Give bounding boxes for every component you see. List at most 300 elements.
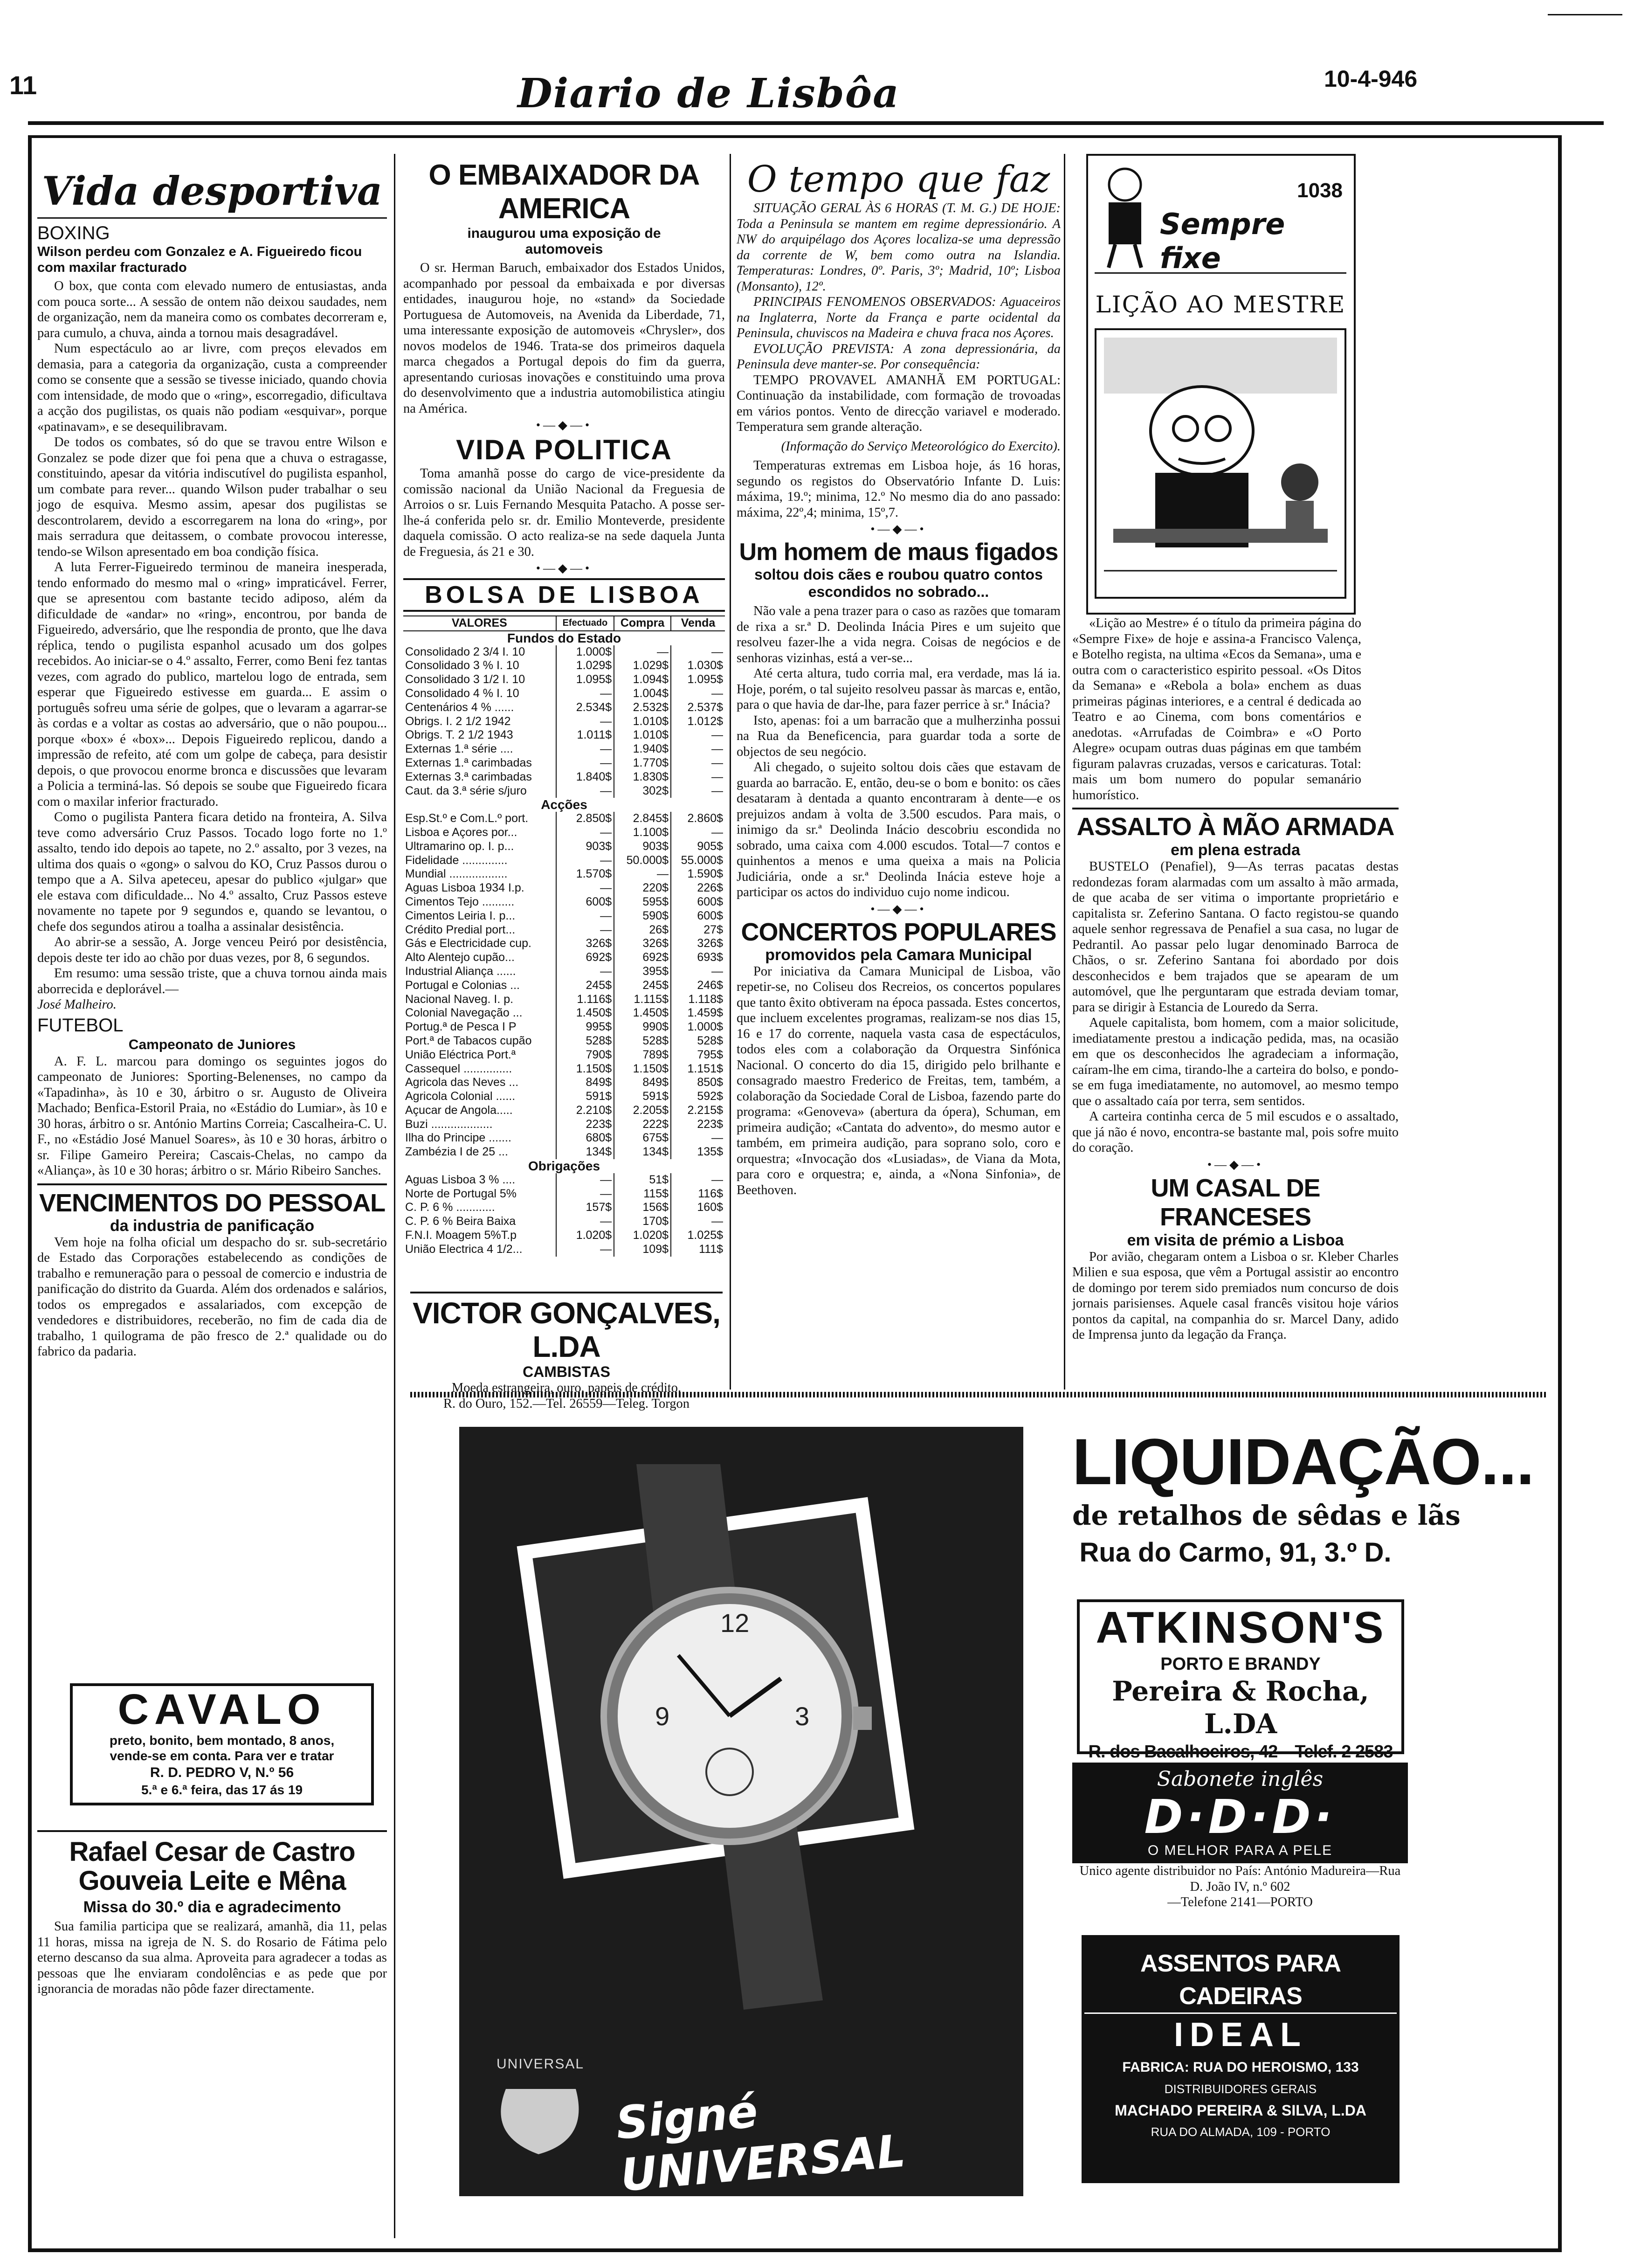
bolsa-price: 528$ <box>556 1034 614 1048</box>
bolsa-price: 693$ <box>671 951 725 965</box>
figados-headline: Um homem de maus figados <box>739 539 1058 566</box>
bolsa-price: — <box>556 715 614 729</box>
bolsa-security-name: Portugal e Colonias ... <box>405 978 520 992</box>
bolsa-price: — <box>614 867 671 881</box>
bolsa-security-name: Consolidado 3 % I. 10 <box>405 659 519 672</box>
bolsa-security-name: C. P. 6 % ............ <box>405 1201 495 1214</box>
bolsa-price: 1.150$ <box>614 1062 671 1076</box>
bolsa-row <box>403 756 725 770</box>
bolsa-row <box>403 687 725 701</box>
bolsa-price: 795$ <box>671 1048 725 1062</box>
assalto-paragraph: Aquele capitalista, bom homem, com a maior solicitude, imediatamente prestou a indicação pedida, mas, na ocasião em que os desconhecidos lhe agradeciam a informação, caíram-lhe em cima, tirando-lhe a carteira do bolso, e pondo-se em fuga imediatamente, no automovel, ao mesmo tempo que o assaltado caía por terra, sem sentidos. <box>1072 1016 1399 1108</box>
bolsa-row <box>403 1118 725 1132</box>
futebol-paragraph: A. F. L. marcou para domingo os seguintes jogos do campeonato de Juniores: Sporting-Belenenses, no campo da «Tapadinha», às 10 e 30, árbitro o sr. Augusto de Oliveira Machado; Benfica-Estoril Praia, no «Estádio do Lumiar», às 10 e 30 horas, árbitro o sr. António Martins Correia; Cascalheira-C. U. F., no «Estádio José Manuel Soares», às 10 e 30 horas, árbitro o sr. Filipe Gameiro Pereira; Cascais-Chelas, no campo da «Aliança», às 10 e 30 horas; árbitro o sr. Mário Ribeiro Sanches. <box>37 1054 387 1178</box>
vida-politica-paragraph: Toma amanhã posse do cargo de vice-presidente da comissão nacional da União Nacional da Freguesia de Arroios o sr. Luis Fernando Mesquita Patacho. A posse ser-lhe-á conferida pelo sr. dr. Emilio Monteverde, presidente daquela comissão. O acto realiza-se na sede daquela Junta de Freguesia, ás 21 e 30. <box>403 466 725 559</box>
sempre-fixe-cover <box>1086 154 1356 615</box>
bolsa-price: 1.095$ <box>556 673 614 687</box>
assentos-line3: MACHADO PEREIRA & SILVA, L.DA <box>1115 2102 1366 2119</box>
bolsa-security-name: Lisboa e Açores por... <box>405 825 517 839</box>
col-sep-3 <box>1064 154 1065 1390</box>
bolsa-col-venda: Venda <box>671 616 725 631</box>
bolsa-row <box>403 895 725 909</box>
bolsa-price: 2.205$ <box>614 1104 671 1118</box>
bolsa-security-name: União Eléctrica Port.ª <box>405 1048 516 1061</box>
page-number: 11 <box>9 70 37 100</box>
bolsa-price: 2.860$ <box>671 812 725 826</box>
vida-desportiva-rule <box>37 217 387 219</box>
bolsa-row <box>403 1104 725 1118</box>
column-3 <box>737 159 1061 1385</box>
bolsa-row <box>403 993 725 1007</box>
bolsa-price: 600$ <box>671 895 725 909</box>
bolsa-price: 50.000$ <box>614 854 671 868</box>
bolsa-price: 111$ <box>671 1243 725 1257</box>
bolsa-security-name: Esp.St.º e Com.L.º port. <box>405 812 529 825</box>
bolsa-price: 109$ <box>614 1243 671 1257</box>
bolsa-price: 1.000$ <box>671 1020 725 1034</box>
bolsa-security-name: Cassequel ............... <box>405 1062 512 1075</box>
bolsa-row <box>403 673 725 687</box>
bolsa-security-name: Agricola das Neves ... <box>405 1076 519 1089</box>
figados-paragraph: Ali chegado, o sujeito soltou dois cães que estavam de guarda ao barracão. E, então, deu-se o bom e bonito: os cães desataram à dentada a quanto encontraram à dente—e os prejuizos andam à volta de 3.500 escudos. Para mais, o inimigo da sr.ª Deolinda Inácio descobriu escondida no sobrado, uma caixa com 4.000 escudos. Total—7 contos e quinhentos a menos e uma queixa a mais na Policia Judiciária, onde a sr.ª Deolinda Inácia esteve hoje a participar os actos do individuo cujo nome indicou. <box>737 760 1061 899</box>
bolsa-price: 849$ <box>556 1076 614 1090</box>
bolsa-security-name: Portug.ª de Pesca I P <box>405 1020 517 1034</box>
bolsa-row <box>403 1034 725 1048</box>
tempo-paragraph: TEMPO PROVAVEL AMANHÃ EM PORTUGAL: Continuação da instabilidade, com formação de trovoadas em vários pontos. Vento de direcção variavel e moderado. Temperatura sem grande alteração. <box>737 373 1061 434</box>
bolsa-row <box>403 812 725 826</box>
bolsa-price: — <box>614 645 671 659</box>
bolsa-price: 160$ <box>671 1201 725 1215</box>
bolsa-price: 2.534$ <box>556 701 614 715</box>
bolsa-price: 1.570$ <box>556 867 614 881</box>
bolsa-price: 326$ <box>671 937 725 951</box>
bolsa-price: 1.116$ <box>556 993 614 1007</box>
bolsa-price: 1.020$ <box>556 1229 614 1243</box>
assalto-headline: ASSALTO À MÃO ARMADA <box>1076 813 1394 841</box>
bolsa-price: — <box>671 1131 725 1145</box>
bolsa-row <box>403 715 725 729</box>
bolsa-price: 226$ <box>671 881 725 895</box>
tempo-article <box>737 201 1061 520</box>
bolsa-row <box>403 1062 725 1076</box>
bolsa-security-name: Gás e Electricidade cup. <box>405 937 531 950</box>
bolsa-section-row <box>403 631 725 645</box>
bolsa-security-name: Aguas Lisboa 1934 I.p. <box>405 881 524 895</box>
bolsa-row <box>403 645 725 659</box>
bolsa-price: 156$ <box>614 1201 671 1215</box>
bolsa-price: 903$ <box>614 840 671 854</box>
boxing-paragraph: Como o pugilista Pantera ficara detido na fronteira, A. Silva teve como adversário Cruz Passos. Tocado logo forte no 1.º assalto, tendo ido depois ao tapete, no 2.º assalto, por 3 vezes, na ultima dos quais o «gong» o salvou do KO, Cruz Passos durou o tempo que a A. Silva apeteceu, apesar do publico «julgar» que ele estava com dificuldade... No 4.º assalto, Cruz Passos esteve novamente no tapete por 9 segundos e, quando se levantou, o chefe dos segundos atirou a toalha a assinalar desistência. <box>37 810 387 934</box>
bolsa-row <box>403 1006 725 1020</box>
bolsa-price: 2.210$ <box>556 1104 614 1118</box>
cavalo-title: CAVALO <box>117 1686 326 1733</box>
bolsa-price: 528$ <box>614 1034 671 1048</box>
figados-paragraph: Isto, apenas: foi a um barracão que a mulherzinha possui na Rua da Beneficencia, para guardar toda a sorte de objectos de seu negócio. <box>737 713 1061 759</box>
bolsa-price: 115$ <box>614 1187 671 1201</box>
fixe-cartoon-illustration <box>1095 328 1346 599</box>
embaixador-paragraph: O sr. Herman Baruch, embaixador dos Estados Unidos, acompanhado por pessoal da embaixada e por diversas entidades, inaugurou hoje, no «stand» da Sociedade Portuguesa de Automoveis, na Avenida da Liberdade, 71, uma interessante exposição de automoveis «Chrysler», dos novos modelos de 1946. Trata-se dos primeiros daquela marca chegados a Portugal depois do fim da guerra, apresentando curiosas inovações e constituindo uma prova do desenvolvimento que a industria automobilistica atingiu na América. <box>403 261 725 416</box>
assentos-line2: DISTRIBUIDORES GERAIS <box>1164 2082 1317 2096</box>
bolsa-security-name: C. P. 6 % Beira Baixa <box>405 1215 516 1228</box>
casal-paragraph: Por avião, chegaram ontem a Lisboa o sr. Kleber Charles Milien e sua esposa, que vêm a Portugal assistir ao encontro de domingo por terem sido premiados num concurso de dois jornais parisienses. Aquele casal francês visitou hoje vários pontos da capital, na companhia do sr. Marcel Dany, adido de Imprensa junto da legação da França. <box>1072 1249 1399 1342</box>
bolsa-section-name: Acções <box>541 797 587 812</box>
casal-headline: UM CASAL DE FRANCESES <box>1151 1174 1320 1231</box>
ddd-brand: D·D·D· <box>1144 1790 1336 1844</box>
fixe-title: Sempre fixe <box>1160 207 1285 275</box>
victor-subtitle: CAMBISTAS <box>523 1363 610 1380</box>
bolsa-row <box>403 1243 725 1257</box>
universal-slogan: Signé UNIVERSAL <box>614 2085 908 2202</box>
bolsa-price: 2.215$ <box>671 1104 725 1118</box>
liquidacao-line1: de retalhos de sêdas e lãs <box>1072 1500 1461 1531</box>
bolsa-price: 1.012$ <box>671 715 725 729</box>
ddd-tagline-top: Sabonete inglês <box>1157 1767 1324 1791</box>
bolsa-price: 849$ <box>614 1076 671 1090</box>
figados-article <box>737 603 1061 900</box>
vencimentos-article <box>37 1235 387 1360</box>
bolsa-security-name: Externas 3.ª carimbadas <box>405 770 532 783</box>
bolsa-section-name: Fundos do Estado <box>507 630 621 645</box>
bolsa-row <box>403 1048 725 1062</box>
bolsa-price: 790$ <box>556 1048 614 1062</box>
assentos-brand: IDEAL <box>1174 2016 1307 2054</box>
bolsa-price: 1.095$ <box>671 673 725 687</box>
futebol-article <box>37 1054 387 1179</box>
bolsa-price: — <box>671 770 725 784</box>
bolsa-price: — <box>556 1173 614 1187</box>
bolsa-row <box>403 840 725 854</box>
atkinson-line2: Pereira & Rocha, L.DA <box>1112 1675 1369 1740</box>
victor-rule <box>410 1292 723 1293</box>
assentos-line4: RUA DO ALMADA, 109 - PORTO <box>1151 2125 1331 2139</box>
bolsa-security-name: Consolidado 2 3/4 I. 10 <box>405 645 525 658</box>
bolsa-row <box>403 770 725 784</box>
bolsa-price: 26$ <box>614 923 671 937</box>
fixe-issue-number: 1038 <box>1297 179 1343 202</box>
ddd-line2: —Telefone 2141—PORTO <box>1167 1895 1313 1909</box>
bolsa-price: 1.029$ <box>614 659 671 673</box>
bolsa-price: 51$ <box>614 1173 671 1187</box>
bolsa-price: — <box>671 728 725 742</box>
bolsa-price: — <box>671 645 725 659</box>
bolsa-row <box>403 1090 725 1104</box>
bolsa-price: 135$ <box>671 1145 725 1159</box>
bolsa-price: 134$ <box>614 1145 671 1159</box>
bolsa-price: 1.100$ <box>614 826 671 840</box>
bolsa-security-name: Consolidado 4 % I. 10 <box>405 686 519 700</box>
bolsa-row <box>403 1131 725 1145</box>
victor-ad <box>410 1292 723 1411</box>
figados-subhead: soltou dois cães e roubou quatro contos escondidos no sobrado... <box>754 566 1043 600</box>
bolsa-price: — <box>671 826 725 840</box>
bolsa-price: 2.850$ <box>556 812 614 826</box>
obituary-subhead: Missa do 30.º dia e agradecimento <box>83 1898 341 1916</box>
bolsa-row <box>403 1145 725 1159</box>
bolsa-price: 1.770$ <box>614 756 671 770</box>
tempo-paragraph: EVOLUÇÃO PREVISTA: A zona depressionária, da Peninsula deve manter-se. Por consequência: <box>737 341 1061 372</box>
bolsa-price: 1.151$ <box>671 1062 725 1076</box>
bolsa-price: 1.450$ <box>614 1006 671 1020</box>
bolsa-price: 680$ <box>556 1131 614 1145</box>
bolsa-security-name: Port.ª de Tabacos cupão <box>405 1034 532 1047</box>
bolsa-price: 1.830$ <box>614 770 671 784</box>
bolsa-security-name: Externas 1.ª série .... <box>405 742 513 756</box>
bolsa-price: 1.010$ <box>614 715 671 729</box>
tempo-paragraph: SITUAÇÃO GERAL ÀS 6 HORAS (T. M. G.) DE HOJE: Toda a Peninsula se mantem em regime depressionário. A NW do arquipélago dos Açores localiza-se uma depressão da corrente de W, bem como outra na Islandia. Temperaturas: Londres, 0º. Paris, 3º; Madrid, 10º; Lisboa (Monsanto), 12º. <box>737 201 1061 294</box>
bolsa-section-name: Obrigações <box>528 1159 600 1174</box>
bolsa-row <box>403 728 725 742</box>
obituary <box>37 1830 387 2082</box>
bolsa-price: — <box>556 742 614 756</box>
bolsa-price: — <box>556 1243 614 1257</box>
bolsa-price: 600$ <box>556 895 614 909</box>
bolsa-price: 157$ <box>556 1201 614 1215</box>
bolsa-security-name: Obrigs. I. 2 1/2 1942 <box>405 714 511 728</box>
bolsa-price: 2.537$ <box>671 701 725 715</box>
bolsa-price: 1.118$ <box>671 993 725 1007</box>
atkinson-title: ATKINSON'S <box>1096 1603 1386 1653</box>
bolsa-price: 1.459$ <box>671 1006 725 1020</box>
bolsa-security-name: Consolidado 3 1/2 I. 10 <box>405 673 525 686</box>
fixe-mascot-icon <box>1095 162 1155 270</box>
assentos-line1: FABRICA: RUA DO HEROISMO, 133 <box>1122 2060 1359 2075</box>
bolsa-security-name: Aguas Lisboa 3 % .... <box>405 1173 516 1186</box>
bolsa-security-name: Obrigs. T. 2 1/2 1943 <box>405 728 513 742</box>
bolsa-security-name: Crédito Predial port... <box>405 923 516 936</box>
bolsa-price: 592$ <box>671 1090 725 1104</box>
bolsa-price: 850$ <box>671 1076 725 1090</box>
bolsa-security-name: Alto Alentejo cupão... <box>405 951 515 964</box>
cavalo-line1: preto, bonito, bem montado, 8 anos, vende-se em conta. Para ver e tratar <box>109 1733 335 1763</box>
bolsa-price: 223$ <box>671 1118 725 1132</box>
bolsa-security-name: Ultramarino op. I. p... <box>405 839 514 853</box>
masthead: Diario de Lisbôa <box>517 70 900 117</box>
bolsa-price: 675$ <box>614 1131 671 1145</box>
bolsa-price: — <box>556 756 614 770</box>
bolsa-col-compra: Compra <box>614 616 671 631</box>
assentos-ad <box>1082 1935 1400 2183</box>
embaixador-headline: O EMBAIXADOR DA AMERICA <box>428 159 700 225</box>
bolsa-row <box>403 701 725 715</box>
bolsa-security-name: Cimentos Tejo .......... <box>405 895 515 908</box>
col-sep-1 <box>394 154 395 2238</box>
column-2 <box>403 159 725 1385</box>
frame-top <box>28 135 1562 138</box>
bolsa-price: 528$ <box>671 1034 725 1048</box>
separator-ornament: •—◆—• <box>870 522 927 536</box>
col-sep-2 <box>730 154 731 1390</box>
bolsa-price: — <box>556 1187 614 1201</box>
victor-line2: R. do Ouro, 152.—Tel. 26559—Teleg. Torgon <box>443 1396 690 1411</box>
figados-paragraph: Não vale a pena trazer para o caso as razões que tomaram de rixa a sr.ª D. Deolinda Inácia Pires e um sujeito que resolveu fazer-lhe a vida negra. Coisas de negócios e de senhoras vizinhas, está a ver-se... <box>737 604 1061 665</box>
bolsa-price: 1.030$ <box>671 659 725 673</box>
bolsa-price: 2.845$ <box>614 812 671 826</box>
bolsa-row <box>403 659 725 673</box>
bolsa-price: 590$ <box>614 909 671 923</box>
bolsa-price: 600$ <box>671 909 725 923</box>
bolsa-row <box>403 1215 725 1229</box>
boxing-paragraph: A luta Ferrer-Figueiredo terminou de maneira inesperada, tendo enformado do mesmo mal o «ring» impraticável. Ferrer, que se apresentou com bastante tecido adiposo, além da dificuldade de «andar» no «ring», encontrou, por banda de Figueiredo, adversário, que lhe respondia de pronto, que lhe dava réplica, tendo o pugilista espanhol acusado um dos golpes recebidos. Ao iniciar-se o 4.º assalto, Ferrer, como Beni fez tantas vezes, com agrado do publico, martelou logo de entrada, sem esperar que Figueiredo estivesse em guarda... E assim o português sofreu uma série de golpes, que o levaram a agarrar-se às cordas e a voltar as costas ao adversário, que o não poupou... porque «box» é «box»... Depois Figueiredo replicou, dando a impressão de refeito, até com um golpe de cabeça, para desistir depois, o que provocou enorme bronca e discussões que levaram a Policia a terminá-las. Só depois se soube que Figueiredo ficara com o maxilar inferior fracturado. <box>37 560 387 809</box>
bolsa-security-name: Centenários 4 % ...... <box>405 700 514 714</box>
victor-name: VICTOR GONÇALVES, L.DA <box>413 1296 720 1363</box>
atkinson-ad <box>1077 1599 1404 1762</box>
bolsa-security-name: Nacional Naveg. I. p. <box>405 992 514 1006</box>
bolsa-price: — <box>556 784 614 798</box>
atkinson-line1: PORTO E BRANDY <box>1160 1654 1321 1674</box>
boxing-paragraph: Num espectáculo ao ar livre, com preços elevados em demasia, para a categoria da organização, custa a compreender como se consente que a sessão se tivesse iniciado, quando chovia com intensidade, de modo que o «ring», escorregadio, dificultava a acção dos pugilistas, os quais não podiam «esquivar», porque «patinavam», e se desequilibravam. <box>37 341 387 434</box>
assalto-paragraph: BUSTELO (Penafiel), 9—As terras pacatas destas redondezas foram alarmadas com um assalto à mão armada, de que acaba de ser vitima o importante proprietário e capitalista sr. Zeferino Santana. O facto registou-se quando aquele senhor regressava de Penafiel a sua casa, no lugar de Pedrantil. Ao passar pelo lugar denominado Barroca de Chãos, o sr. Zeferino Santana foi abordado por dois desconhecidos e bem trajados que se apearam de um automóvel, que lhe perguntaram que estrada deviam tomar, para se dirigir à Estancia de Louredo da Serra. <box>1072 859 1399 1015</box>
victor-line1: Moeda estrangeira, ouro, papeis de crédito. <box>451 1381 682 1395</box>
cavalo-ad <box>70 1683 374 1805</box>
bolsa-price: — <box>556 687 614 701</box>
bolsa-body <box>403 631 725 1257</box>
bolsa-price: 1.004$ <box>614 687 671 701</box>
bolsa-security-name: F.N.I. Moagem 5%T.p <box>405 1229 517 1242</box>
liquidacao-ad <box>1072 1427 1552 1604</box>
bolsa-price: — <box>671 784 725 798</box>
futebol-headline: Campeonato de Juniores <box>128 1037 296 1052</box>
ddd-line1: Unico agente distribuidor no País: António Madureira—Rua D. João IV, n.º 602 <box>1079 1864 1401 1894</box>
liquidacao-line2: Rua do Carmo, 91, 3.º D. <box>1079 1537 1392 1568</box>
bolsa-price: — <box>556 909 614 923</box>
bolsa-header-row <box>403 616 725 631</box>
vida-politica-article <box>403 466 725 560</box>
bolsa-row <box>403 951 725 965</box>
boxing-article <box>37 278 387 1013</box>
tempo-headline: O tempo que faz <box>747 159 1050 201</box>
assalto-article <box>1072 859 1399 1156</box>
bolsa-section-row <box>403 1159 725 1173</box>
tempo-paragraph: PRINCIPAIS FENOMENOS OBSERVADOS: Aguaceiros na Inglaterra, Norte da França e parte ocidental da Peninsula, chuviscos na Madeira e chuva fraca nos Açores. <box>737 295 1061 340</box>
bolsa-security-name: Caut. da 3.ª série s/juro <box>405 784 527 797</box>
bolsa-price: 326$ <box>556 937 614 951</box>
bolsa-price: 1.590$ <box>671 867 725 881</box>
bolsa-price: — <box>556 854 614 868</box>
svg-text:9: 9 <box>655 1701 670 1731</box>
bolsa-price: — <box>556 923 614 937</box>
bolsa-price: 1.011$ <box>556 728 614 742</box>
svg-text:12: 12 <box>720 1608 750 1638</box>
assentos-title: ASSENTOS PARA CADEIRAS <box>1084 1947 1397 2014</box>
vencimentos-headline: VENCIMENTOS DO PESSOAL <box>39 1189 386 1217</box>
bolsa-row <box>403 1020 725 1034</box>
obituary-paragraph: Sua familia participa que se realizará, amanhã, dia 11, pelas 11 horas, missa na igreja de N. S. do Rosario de Fátima pelo eterno descanso da sua alma. Aproveita para agradecer a todas as pessoas que lhe enviaram condolências e as pede que por ignorancia de moradas não pôde fazer directamente. <box>37 1919 387 1996</box>
bolsa-price: 1.115$ <box>614 993 671 1007</box>
assalto-subhead: em plena estrada <box>1171 841 1300 859</box>
separator-ornament: •—◆—• <box>870 902 927 916</box>
casal-subhead: em visita de prémio a Lisboa <box>1127 1231 1344 1249</box>
vida-desportiva-title: Vida desportiva <box>41 168 383 214</box>
bolsa-price: 170$ <box>614 1215 671 1229</box>
bolsa-title: BOLSA DE LISBOA <box>403 578 725 612</box>
bolsa-section-row <box>403 798 725 812</box>
assalto-paragraph: A carteira continha cerca de 5 mil escudos e o assaltado, que já não é novo, encontra-se bastante mal, pois sofre muito do coração. <box>1072 1109 1399 1155</box>
boxing-paragraph: Em resumo: uma sessão triste, que a chuva tornou ainda mais aborrecida e deplorável.— <box>37 966 387 996</box>
concertos-headline: CONCERTOS POPULARES <box>741 918 1056 946</box>
bolsa-price: 326$ <box>614 937 671 951</box>
bolsa-price: 246$ <box>671 979 725 993</box>
boxing-paragraph: De todos os combates, só do que se travou entre Wilson e Gonzalez se pode dizer que foi pena que a chuva o estragasse, constituindo, apesar da vitória indiscutível do pugilista espanhol, um combate para rever... quando Wilson puder trabalhar o seu jogo de esquiva. Mesmo assim, apesar dos pugilistas se descontrolarem, devido a escorregarem na lona do «ring», por mais serradura que deitassem, o combate provocou interesse, tendo-se Wilson apresentado em boa condição física. <box>37 435 387 559</box>
assalto-rule <box>1072 808 1399 809</box>
bolsa-price: — <box>671 687 725 701</box>
bolsa-row <box>403 826 725 840</box>
bolsa-price: — <box>671 756 725 770</box>
bolsa-price: 692$ <box>614 951 671 965</box>
bolsa-security-name: Fidelidade .............. <box>405 853 508 867</box>
bolsa-row <box>403 1201 725 1215</box>
bolsa-price: 223$ <box>556 1118 614 1132</box>
separator-ornament: •—◆—• <box>1207 1157 1264 1171</box>
bolsa-security-name: Açucar de Angola..... <box>405 1103 513 1117</box>
column-4 <box>1072 615 1552 1390</box>
frame-right <box>1558 135 1562 2252</box>
section-futebol: FUTEBOL <box>37 1015 124 1036</box>
bolsa-table <box>403 615 725 1257</box>
bolsa-row <box>403 1229 725 1243</box>
bolsa-price: 591$ <box>556 1090 614 1104</box>
embaixador-subhead: inaugurou uma exposição de automoveis <box>467 226 661 257</box>
obituary-text <box>37 1919 387 1997</box>
liquidacao-title: LIQUIDAÇÃO... <box>1072 1425 1534 1498</box>
bolsa-security-name: Cimentos Leiria I. p... <box>405 909 516 922</box>
bolsa-price: — <box>671 1215 725 1229</box>
bolsa-row <box>403 965 725 979</box>
bolsa-price: 990$ <box>614 1020 671 1034</box>
bolsa-price: — <box>556 826 614 840</box>
bolsa-price: 789$ <box>614 1048 671 1062</box>
svg-text:3: 3 <box>795 1701 810 1731</box>
fixe-caption <box>1072 615 1361 803</box>
bolsa-price: 692$ <box>556 951 614 965</box>
bolsa-row <box>403 909 725 923</box>
bolsa-price: 222$ <box>614 1118 671 1132</box>
bolsa-row <box>403 923 725 937</box>
bolsa-price: 995$ <box>556 1020 614 1034</box>
tempo-source: (Informação do Serviço Meteorológico do Exercito). <box>781 439 1061 454</box>
bolsa-price: 1.840$ <box>556 770 614 784</box>
bolsa-col-efectuado: Efectuado <box>556 616 614 631</box>
bolsa-price: 55.000$ <box>671 854 725 868</box>
bolsa-price: 591$ <box>614 1090 671 1104</box>
vencimentos-rule <box>37 1183 387 1185</box>
bolsa-price: 245$ <box>614 979 671 993</box>
ddd-banner <box>1072 1763 1408 1863</box>
cavalo-line3: 5.ª e 6.ª feira, das 17 ás 19 <box>141 1783 303 1797</box>
bolsa-security-name: Colonial Navegação ... <box>405 1006 523 1020</box>
bolsa-row <box>403 742 725 756</box>
bolsa-price: 1.020$ <box>614 1229 671 1243</box>
bolsa-security-name: Industrial Aliança ...... <box>405 964 516 978</box>
section-boxing: BOXING <box>37 223 110 243</box>
bolsa-security-name: Buzi ................... <box>405 1117 493 1131</box>
bolsa-price: — <box>556 1215 614 1229</box>
vencimentos-subhead: da industria de panificação <box>110 1217 315 1235</box>
bolsa-price: — <box>556 881 614 895</box>
bolsa-price: 395$ <box>614 965 671 979</box>
bolsa-security-name: Agricola Colonial ...... <box>405 1090 516 1103</box>
bolsa-price: 1.450$ <box>556 1006 614 1020</box>
bolsa-row <box>403 854 725 868</box>
casal-article <box>1072 1249 1399 1343</box>
bolsa-price: 1.940$ <box>614 742 671 756</box>
bolsa-security-name: Norte de Portugal 5% <box>405 1187 517 1200</box>
fixe-cartoon-title: LIÇÃO AO MESTRE <box>1095 291 1346 318</box>
bolsa-price: 1.010$ <box>614 728 671 742</box>
bolsa-security-name: União Electrica 4 1/2... <box>405 1242 523 1256</box>
bolsa-security-name: Externas 1.ª carimbadas <box>405 756 532 769</box>
bolsa-price: 302$ <box>614 784 671 798</box>
concertos-paragraph: Por iniciativa da Camara Municipal de Lisboa, vão repetir-se, no Coliseu dos Recreios, os concertos populares que tanto êxito obtiveram na época passada. Estes concertos, que incluem excelentes programas, realizam-se nos dias 15, 16 e 17 do corrente, naquela vasta casa de espectáculos, todos eles com a colaboração da Orquestra Sinfónica Nacional. O concerto do dia 15, dirigido pelo brilhante e consagrado maestro Frederico de Freitas, tem, também, a colaboração da Sociedade Coral de Lisboa, fazendo parte do programa: «Genoveva» (abertura da ópera), Schuman, em primeira audição; «Cantata do advento», do mesmo autor e também, em primeira audição, para soprano solo, coro e orquestra; «Invocação dos «Lusiadas», de Viana da Mota, para coro e orquestra; e, ainda, a «Nona Sinfonia», de Beethoven. <box>737 964 1061 1197</box>
